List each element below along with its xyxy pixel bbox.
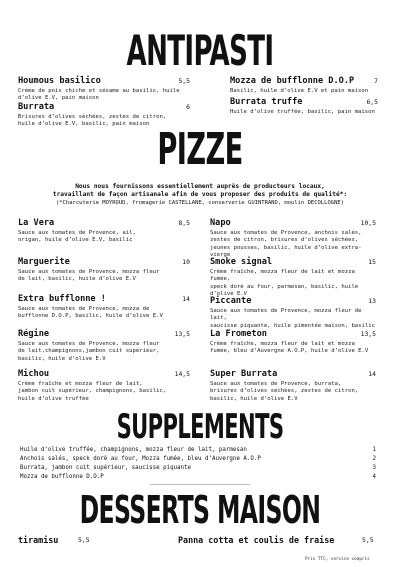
item-price: 14 xyxy=(368,370,376,378)
desserts-title: DESSERTS MAISON xyxy=(79,488,321,532)
item-price: 13,5 xyxy=(360,330,376,338)
pizza-item xyxy=(18,257,190,284)
item-name: Houmous basilico xyxy=(18,76,101,86)
item-name: Burrata xyxy=(18,102,55,112)
supplement-price: 1 xyxy=(372,447,376,453)
item-name: La Frometon xyxy=(210,329,267,339)
item-price: 14,5 xyxy=(174,370,190,378)
item-price: 10 xyxy=(182,258,190,266)
antipasti-item xyxy=(230,97,378,116)
antipasti-item xyxy=(18,76,190,103)
item-price: 6,5 xyxy=(366,98,378,106)
dessert-price: 5,5 xyxy=(362,536,374,544)
item-description: Sauce aux tomates de Provence, mozza fleur de lait, saucisse piquante, huile pimentée maison, basilic xyxy=(210,308,376,329)
item-description: Sauce aux tomates de Provence, mozza fleur de lait, basilic, huile d’olive E.V xyxy=(18,269,160,283)
pizza-item xyxy=(210,257,376,299)
supplement-row xyxy=(20,465,376,474)
dessert-name: tiramisu xyxy=(18,535,59,545)
item-name: Mozza de bufflonne D.O.P xyxy=(230,76,355,86)
item-description: Sauce aux tomates de Provence, mozza fleur de lait,champignons,jambon cuit supérieur, basilic, huile d’olive E.V xyxy=(18,341,160,362)
intro-note: (*Charcuterie MOYROUD, fromagerie CASTELLANE, conserverie GUINTRAND, moulin DECOLLOGNE) xyxy=(55,200,345,206)
supplement-price: 3 xyxy=(372,465,376,471)
item-name: La Vera xyxy=(18,218,55,228)
item-price: 10,5 xyxy=(360,219,376,227)
supplement-price: 2 xyxy=(372,456,376,462)
item-description: Sauce aux tomates de Provence, anchois salés, zestes de citron, brisures d’olives séchées, jeunes pousses, basilic, huile d’olive extra-vierge xyxy=(210,230,362,259)
supplement-label: Huile d’olive truffée, champignons, mozza fleur de lait, parmesan xyxy=(20,447,247,453)
sourcing-intro xyxy=(30,183,370,207)
item-name: Smoke signal xyxy=(210,257,273,267)
item-name: Burrata truffe xyxy=(230,97,303,107)
pizza-item xyxy=(210,296,376,330)
item-description: Sauce aux tomates de Provence, mozza de bufflonne D.O.P, basilic, huile d’olive E.V xyxy=(18,306,163,320)
supplement-row xyxy=(20,447,376,456)
item-price: 7 xyxy=(374,77,378,85)
item-price: 13 xyxy=(368,297,376,305)
item-price: 15 xyxy=(368,258,376,266)
supplement-label: Anchois salés, speck doré au four, Mozza fumée, bleu d’Auvergne A.O.P xyxy=(20,456,261,462)
supplement-label: Mozza de bufflonne D.O.P xyxy=(20,474,104,480)
item-description: Crème fraîche et mozza fleur de lait, jambon cuit supérieur, champignons, basilic, huile d’olive truffée xyxy=(18,381,167,402)
pizza-item xyxy=(18,369,190,403)
supplements-title: SUPPLEMENTS xyxy=(116,407,284,447)
item-price: 13,5 xyxy=(174,330,190,338)
item-description: Crème de pois chiche et sésame au basilic, huile d’olive E.V, pain maison xyxy=(18,88,180,102)
supplement-row xyxy=(20,456,376,465)
item-name: Super Burrata xyxy=(210,369,278,379)
pizza-item xyxy=(210,369,376,403)
supplement-label: Burrata, jambon cuit supérieur, saucisse piquante xyxy=(20,465,192,471)
supplement-row xyxy=(20,474,376,483)
item-description: Brisures d’olives séchées, zestes de citron, huile d’olive E.V, basilic, pain maison xyxy=(18,114,167,128)
item-price: 14 xyxy=(182,295,190,303)
item-description: Huile d’olive truffée, basilic, pain maison xyxy=(230,109,375,115)
item-name: Piccante xyxy=(210,296,252,306)
dessert-price: 5,5 xyxy=(78,536,90,544)
item-name: Michou xyxy=(18,369,50,379)
item-name: Napo xyxy=(210,218,231,228)
item-name: Extra bufflonne ! xyxy=(18,294,106,304)
dessert-name: Panna cotta et coulis de fraise xyxy=(178,535,335,545)
item-description: Sauce aux tomates de Provence, ail, origan, huile d’olive E.V, basilic xyxy=(18,230,136,244)
item-name: Régine xyxy=(18,329,50,339)
intro-line: Nous nous fournissons essentiellement auprès de producteurs locaux, xyxy=(75,183,325,190)
supplement-price: 4 xyxy=(372,474,376,480)
antipasti-item xyxy=(230,76,378,95)
pizze-title: PIZZE xyxy=(157,124,243,175)
pizza-item xyxy=(18,218,190,245)
item-description: Crème fraîche, mozza fleur de lait et mozza fumée, speck doré au four, parmesan, basilic, huile d’olive E.V xyxy=(210,269,359,298)
pizza-item xyxy=(18,294,190,321)
pizza-item xyxy=(210,218,376,260)
antipasti-title: ANTIPASTI xyxy=(126,26,274,75)
item-price: 6 xyxy=(186,103,190,111)
pizza-item xyxy=(18,329,190,363)
item-name: Marguerite xyxy=(18,257,70,267)
intro-line: travaillant de façon artisanale afin de vous proposer des produits de qualité*: xyxy=(52,191,348,198)
pizza-item xyxy=(210,329,376,356)
item-description: Crème fraîche, mozza fleur de lait et mozza fumée, bleu d’Auvergne A.O.P, huile d’olive E.V xyxy=(210,341,369,355)
item-price: 8,5 xyxy=(178,219,190,227)
item-price: 5,5 xyxy=(178,77,190,85)
item-description: Sauce aux tomates de Provence, burrata, brisures d’olives séchées, zestes de citron, basilic, huile d’olive E.V xyxy=(210,381,359,402)
item-description: Basilic, huile d’olive E.V et pain maison xyxy=(230,88,369,94)
divider xyxy=(150,484,250,485)
price-footnote: Prix TTC, service compris xyxy=(305,557,370,562)
